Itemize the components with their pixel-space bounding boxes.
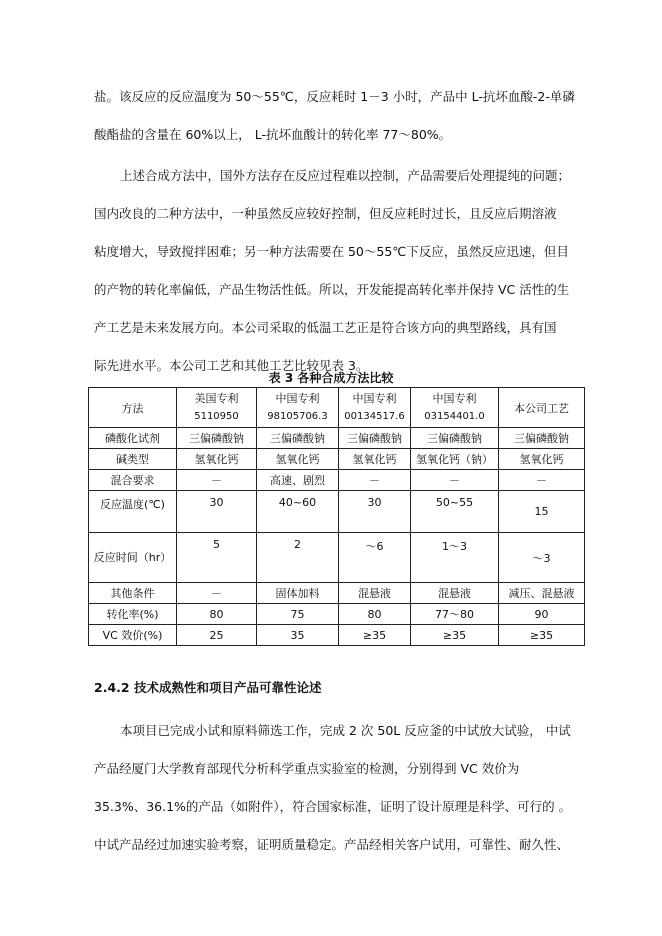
table-cell: 固体加料	[257, 583, 339, 604]
text-line: 上述合成方法中，国外方法存在反应过程难以控制，产品需要后处理提纯的问题；	[120, 168, 571, 183]
table-cell: ≥35	[339, 625, 411, 646]
table-row	[89, 625, 585, 646]
table-cell: 减压、混悬液	[499, 583, 585, 604]
text-line: 际先进水平。本公司工艺和其他工艺比较见表 3。	[94, 358, 369, 373]
table-cell: 15	[499, 491, 585, 533]
paragraph-pilot-test	[94, 712, 594, 864]
header-method	[411, 388, 499, 428]
table-cell: 75	[257, 604, 339, 625]
row-label: 其他条件	[89, 583, 177, 604]
table-cell: 80	[339, 604, 411, 625]
table-cell: 5	[177, 533, 257, 583]
table-header-row	[89, 388, 585, 428]
table-cell: 三偏磷酸钠	[257, 428, 339, 449]
table-cell: 氢氧化钙	[177, 449, 257, 470]
header-method	[257, 388, 339, 428]
table-cell: 2	[257, 533, 339, 583]
header-method	[177, 388, 257, 428]
table-row	[89, 491, 585, 533]
table-cell: ≥35	[411, 625, 499, 646]
table-cell: 35	[257, 625, 339, 646]
table-row	[89, 449, 585, 470]
text-line: 的产物的转化率偏低，产品生物活性低。所以，开发能提高转化率并保持 VC 活性的生	[94, 282, 570, 297]
table-cell: 氢氧化钙（钠）	[411, 449, 499, 470]
method-name: 中国专利	[432, 391, 477, 405]
table-row	[89, 470, 585, 491]
table-cell: 氢氧化钙	[257, 449, 339, 470]
method-name: 中国专利	[352, 391, 397, 405]
table-cell: 混悬液	[411, 583, 499, 604]
section-heading: 2.4.2 技术成熟性和项目产品可靠性论述	[94, 680, 322, 695]
patent-number: 98105706.3	[267, 410, 328, 422]
table-cell: 77～80	[411, 604, 499, 625]
row-label: 转化率(%)	[89, 604, 177, 625]
method-name: 中国专利	[275, 391, 320, 405]
table-row	[89, 533, 585, 583]
row-label: 磷酸化试剂	[89, 428, 177, 449]
table-cell: 混悬液	[339, 583, 411, 604]
table-cell: 三偏磷酸钠	[177, 428, 257, 449]
patent-number: 00134517.6	[344, 410, 405, 422]
table-cell: －	[177, 583, 257, 604]
patent-number: 5110950	[194, 410, 239, 422]
table-cell: 40~60	[257, 491, 339, 533]
table-cell: 25	[177, 625, 257, 646]
row-label: VC 效价(%)	[89, 625, 177, 646]
text-line: 酸酯盐的含量在 60%以上， L-抗坏血酸计的转化率 77～80%。	[94, 127, 452, 142]
table-cell: 氢氧化钙	[339, 449, 411, 470]
row-label: 反应温度(℃)	[89, 491, 177, 533]
text-line: 35.3%、36.1%的产品（如附件），符合国家标准，证明了设计原理是科学、可行的 。	[94, 799, 572, 814]
table-cell: 三偏磷酸钠	[339, 428, 411, 449]
table-cell: 30	[177, 491, 257, 533]
table-cell: －	[177, 470, 257, 491]
table-cell: 三偏磷酸钠	[499, 428, 585, 449]
table-caption: 表 3 各种合成方法比较	[268, 371, 394, 385]
text-line: 本项目已完成小试和原料筛选工作，完成 2 次 50L 反应釜的中试放大试验， 中试	[120, 723, 571, 738]
table-cell: 1～3	[411, 533, 499, 583]
text-line: 产品经厦门大学教育部现代分析科学重点实验室的检测，分别得到 VC 效价为	[94, 761, 520, 776]
row-label: 混合要求	[89, 470, 177, 491]
text-line: 粘度增大，导致搅拌困难；另一种方法需要在 50～55℃下反应，虽然反应迅速，但目	[94, 244, 569, 259]
table-cell: －	[499, 470, 585, 491]
header-method	[339, 388, 411, 428]
table-cell: 90	[499, 604, 585, 625]
table-cell: 氢氧化钙	[499, 449, 585, 470]
text-line: 中试产品经过加速实验考察，证明质量稳定。产品经相关客户试用，可靠性、耐久性、	[94, 837, 570, 852]
header-own-process: 本公司工艺	[499, 388, 585, 428]
paragraph-method-comparison	[94, 157, 594, 385]
method-name: 美国专利	[194, 391, 239, 405]
text-line: 产工艺是未来发展方向。本公司采取的低温工艺正是符合该方向的典型路线，具有国	[94, 320, 557, 335]
table-cell: 30	[339, 491, 411, 533]
table-row	[89, 428, 585, 449]
table-cell: 高速、剧烈	[257, 470, 339, 491]
paragraph-reaction-conditions	[94, 78, 594, 154]
table-cell: 三偏磷酸钠	[411, 428, 499, 449]
table-cell: ～3	[499, 533, 585, 583]
table-row	[89, 583, 585, 604]
table-cell: －	[411, 470, 499, 491]
table-cell: －	[339, 470, 411, 491]
table-cell: 50~55	[411, 491, 499, 533]
table-cell: ≥35	[499, 625, 585, 646]
table-cell: ～6	[339, 533, 411, 583]
row-label: 碱类型	[89, 449, 177, 470]
table-row	[89, 604, 585, 625]
patent-number: 03154401.0	[424, 410, 485, 422]
text-line: 国内改良的二种方法中，一种虽然反应较好控制，但反应耗时过长，且反应后期溶液	[94, 206, 557, 221]
table-cell: 80	[177, 604, 257, 625]
text-line: 盐。该反应的反应温度为 50～55℃，反应耗时 1－3 小时，产品中 L-抗坏血酸-2-单磷	[94, 89, 575, 104]
comparison-table	[88, 387, 585, 646]
row-label: 反应时间（hr）	[89, 533, 177, 583]
header-label: 方法	[89, 388, 177, 428]
